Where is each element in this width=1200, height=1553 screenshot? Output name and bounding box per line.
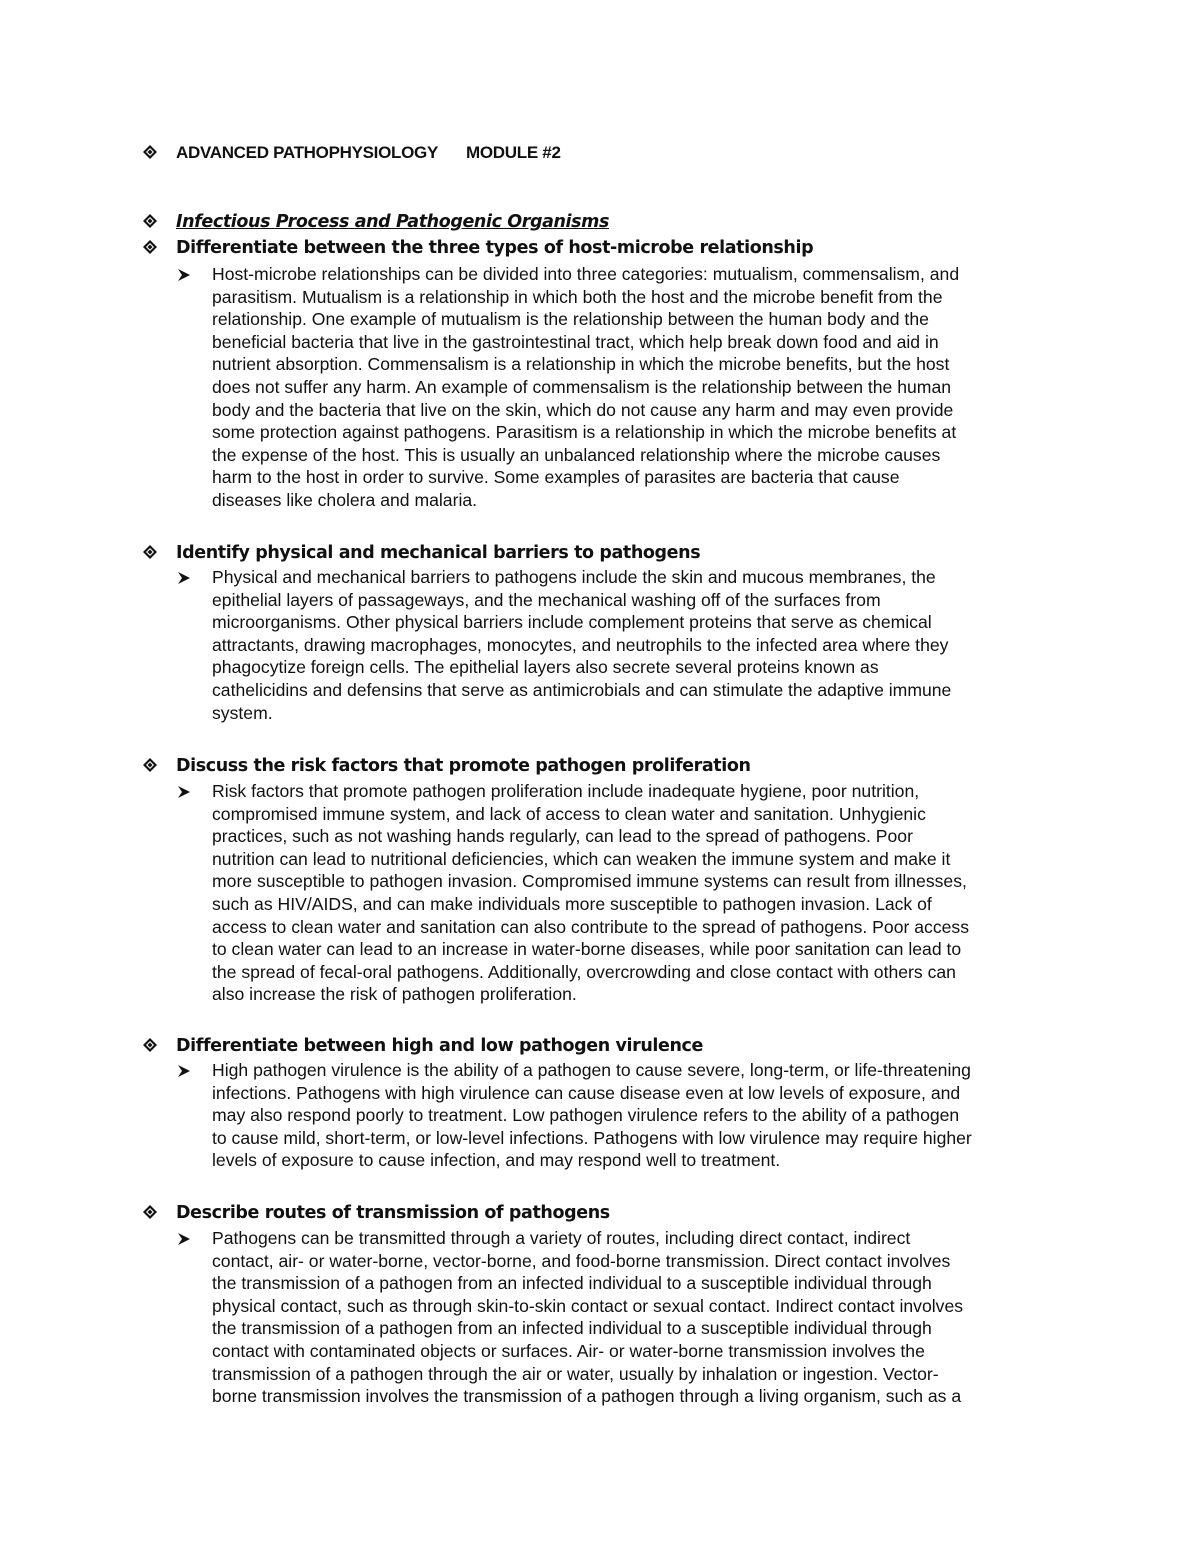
- section-body: [177, 566, 1067, 724]
- paragraph-line: the transmission of a pathogen from an infected individual to a susceptible individual through: [212, 1318, 932, 1339]
- section-heading: Discuss the risk factors that promote pathogen proliferation: [176, 756, 751, 776]
- section-heading: Differentiate between the three types of host-microbe relationship: [176, 238, 814, 258]
- diamond-bullet-icon: [143, 240, 157, 254]
- paragraph-line: transmission of a pathogen through the air or water, usually by inhalation or ingestion. Vector-: [212, 1363, 939, 1384]
- section-heading-line: [143, 1203, 610, 1223]
- paragraph-line: such as HIV/AIDS, and can make individuals more susceptible to pathogen invasion. Lack of: [212, 893, 932, 914]
- paragraph-line: body and the bacteria that live on the skin, which do not cause any harm and may even provide: [212, 399, 954, 420]
- paragraph-line: Pathogens can be transmitted through a variety of routes, including direct contact, indirect: [212, 1228, 911, 1248]
- paragraph-line: borne transmission involves the transmission of a pathogen through a living organism, such as a: [212, 1386, 962, 1407]
- diamond-bullet-icon: [143, 1205, 157, 1219]
- arrow-bullet-icon: [177, 780, 212, 1006]
- paragraph-line: infections. Pathogens with high virulence can cause disease even at low levels of exposure, and: [212, 1082, 961, 1103]
- section-paragraph: [212, 566, 1067, 724]
- arrow-bullet-icon: [177, 1059, 212, 1172]
- paragraph-line: more susceptible to pathogen invasion. Compromised immune systems can result from illnesses,: [212, 871, 967, 892]
- paragraph-line: cathelicidins and defensins that serve as antimicrobials and can stimulate the adaptive immune: [212, 679, 952, 700]
- paragraph-line: contact, air- or water-borne, vector-borne, and food-borne transmission. Direct contact involves: [212, 1250, 951, 1271]
- paragraph-line: phagocytize foreign cells. The epithelial layers also secrete several proteins known as: [212, 657, 879, 678]
- paragraph-line: also increase the risk of pathogen proliferation.: [212, 984, 577, 1005]
- paragraph-line: harm to the host in order to survive. Some examples of parasites are bacteria that cause: [212, 467, 900, 488]
- section-body: [177, 1059, 1067, 1172]
- topic-title-line: [143, 212, 609, 232]
- paragraph-line: beneficial bacteria that live in the gastrointestinal tract, which help break down food and aid in: [212, 331, 939, 352]
- paragraph-line: to cause mild, short-term, or low-level infections. Pathogens with low virulence may require higher: [212, 1127, 972, 1148]
- paragraph-line: parasitism. Mutualism is a relationship in which both the host and the microbe benefit from the: [212, 286, 943, 307]
- diamond-bullet-icon: [143, 1038, 157, 1052]
- arrow-bullet-icon: [177, 263, 212, 512]
- paragraph-line: physical contact, such as through skin-to-skin contact or sexual contact. Indirect contact involves: [212, 1295, 964, 1316]
- paragraph-line: the spread of fecal-oral pathogens. Additionally, overcrowding and close contact with others can: [212, 961, 956, 982]
- paragraph-line: Risk factors that promote pathogen proliferation include inadequate hygiene, poor nutrition,: [212, 781, 920, 801]
- section-heading: Identify physical and mechanical barriers to pathogens: [176, 543, 701, 563]
- section-body: [177, 263, 1067, 512]
- section-paragraph: [212, 780, 1067, 1006]
- paragraph-line: Host-microbe relationships can be divided into three categories: mutualism, commensalism, and: [212, 264, 960, 284]
- section-body: [177, 780, 1067, 1006]
- diamond-bullet-icon: [143, 545, 157, 559]
- diamond-bullet-icon: [143, 758, 157, 772]
- paragraph-line: may also respond poorly to treatment. Low pathogen virulence refers to the ability of a pathogen: [212, 1105, 960, 1126]
- section-heading-line: [143, 1036, 703, 1056]
- paragraph-line: the transmission of a pathogen from an infected individual to a susceptible individual through: [212, 1273, 932, 1294]
- paragraph-line: the expense of the host. This is usually an unbalanced relationship where the microbe causes: [212, 444, 941, 465]
- topic-title: Infectious Process and Pathogenic Organisms: [176, 212, 610, 232]
- section-heading-line: [143, 756, 751, 776]
- paragraph-line: Physical and mechanical barriers to pathogens include the skin and mucous membranes, the: [212, 567, 936, 587]
- paragraph-line: relationship. One example of mutualism is the relationship between the human body and the: [212, 309, 929, 330]
- section-body: [177, 1227, 1067, 1408]
- arrow-bullet-icon: [177, 566, 212, 724]
- paragraph-line: compromised immune system, and lack of access to clean water and sanitation. Unhygienic: [212, 803, 926, 824]
- section-heading-line: [143, 238, 813, 258]
- paragraph-line: does not suffer any harm. An example of commensalism is the relationship between the human: [212, 376, 952, 397]
- section-heading: Describe routes of transmission of pathogens: [176, 1203, 610, 1223]
- section-heading: Differentiate between high and low pathogen virulence: [176, 1036, 703, 1056]
- diamond-bullet-icon: [143, 214, 157, 228]
- paragraph-line: some protection against pathogens. Parasitism is a relationship in which the microbe benefits at: [212, 422, 957, 443]
- module-number: MODULE #2: [466, 143, 561, 162]
- section-paragraph: [212, 263, 1067, 512]
- paragraph-line: diseases like cholera and malaria.: [212, 489, 478, 510]
- diamond-bullet-icon: [143, 145, 157, 159]
- paragraph-line: attractants, drawing macrophages, monocytes, and neutrophils to the infected area where they: [212, 634, 949, 655]
- paragraph-line: nutrient absorption. Commensalism is a relationship in which the microbe benefits, but the host: [212, 354, 950, 375]
- paragraph-line: practices, such as not washing hands regularly, can lead to the spread of pathogens. Poor: [212, 826, 913, 847]
- section-heading-line: [143, 543, 700, 563]
- paragraph-line: contact with contaminated objects or surfaces. Air- or water-borne transmission involves the: [212, 1340, 925, 1361]
- paragraph-line: access to clean water and sanitation can also contribute to the spread of pathogens. Poor access: [212, 916, 969, 937]
- paragraph-line: system.: [212, 702, 273, 723]
- paragraph-line: to clean water can lead to an increase in water-borne diseases, while poor sanitation can lead to: [212, 939, 962, 960]
- paragraph-line: High pathogen virulence is the ability of a pathogen to cause severe, long-term, or life-threatening: [212, 1060, 971, 1080]
- paragraph-line: levels of exposure to cause infection, and may respond well to treatment.: [212, 1150, 781, 1171]
- paragraph-line: epithelial layers of passageways, and the mechanical washing off of the surfaces from: [212, 589, 881, 610]
- paragraph-line: nutrition can lead to nutritional deficiencies, which can weaken the immune system and make it: [212, 848, 951, 869]
- course-title: ADVANCED PATHOPHYSIOLOGY: [176, 143, 438, 162]
- section-paragraph: [212, 1059, 1067, 1172]
- paragraph-line: microorganisms. Other physical barriers include complement proteins that serve as chemical: [212, 612, 932, 633]
- arrow-bullet-icon: [177, 1227, 212, 1408]
- module-header: [143, 143, 561, 163]
- section-paragraph: [212, 1227, 1067, 1408]
